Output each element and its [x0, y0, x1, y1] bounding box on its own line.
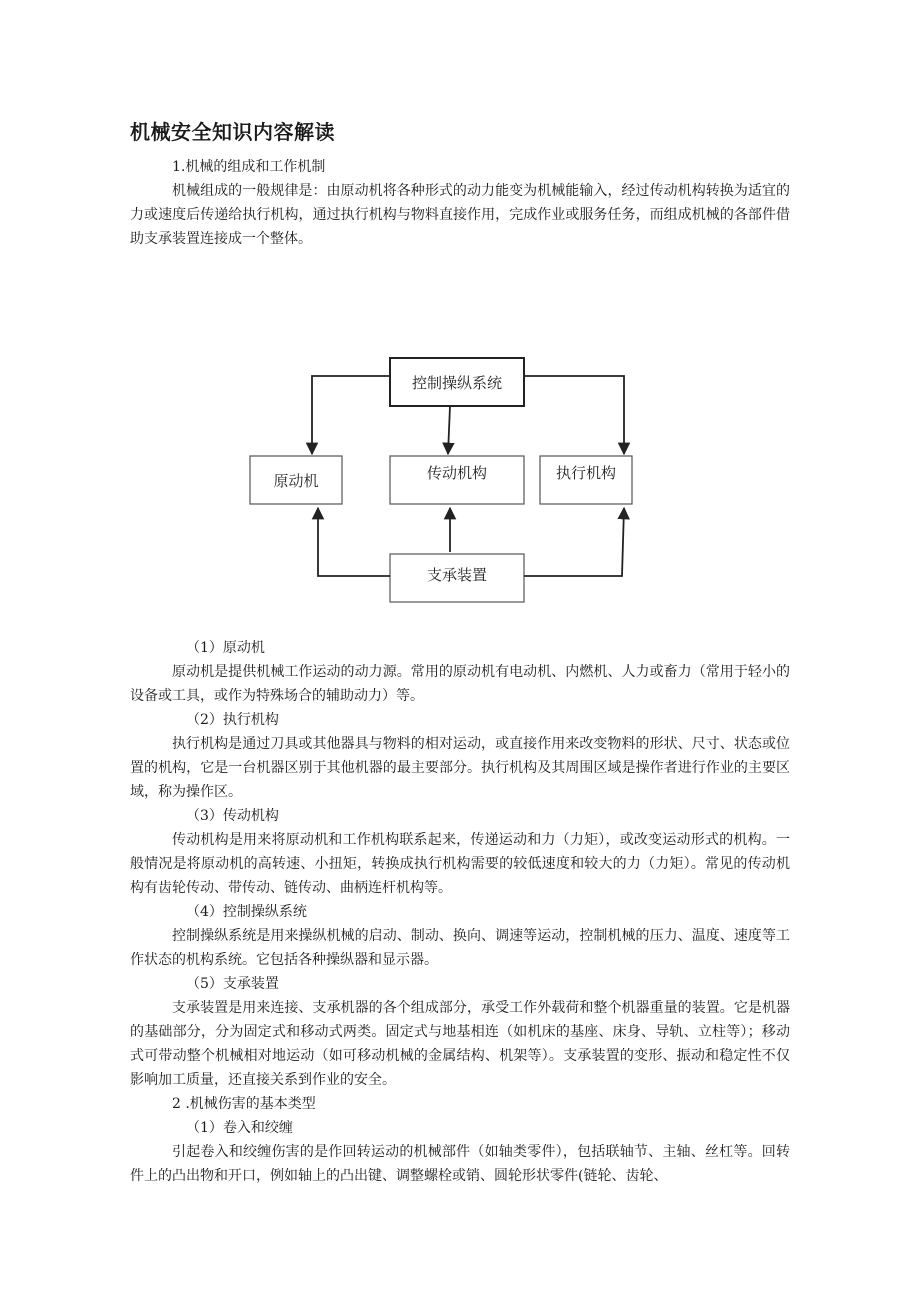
section-heading: （2）执行机构	[186, 712, 279, 728]
section-heading: 2 .机械伤害的基本类型	[172, 1096, 316, 1112]
paragraph: 原动机是提供机械工作运动的动力源。常用的原动机有电动机、内燃机、人力或畜力（常用于轻小的设备或工具，或作为特殊场合的辅助动力）等。	[130, 664, 790, 704]
page-title: 机械安全知识内容解读	[130, 120, 335, 144]
section-heading: （3）传动机构	[186, 808, 279, 824]
support-label: 支承装置	[426, 566, 488, 584]
section-heading: （1）原动机	[186, 640, 265, 656]
arrow-support-to-actuator	[524, 508, 624, 576]
arrow-control-to-prime-mover	[312, 376, 390, 454]
paragraph: 支承装置是用来连接、支承机器的各个组成部分，承受工作外载荷和整个机器重量的装置。它是机器的基础部分，分为固定式和移动式两类。固定式与地基相连（如机床的基座、床身、导轨、立柱等）；移动式可带动整个机械相对地运动（如可移动机械的金属结构、机架等）。支承装置的变形、振动和稳定性不仅影响加工质量，还直接关系到作业的安全。	[130, 1000, 790, 1088]
arrow-control-to-transmission	[448, 406, 450, 454]
paragraph: 机械组成的一般规律是：由原动机将各种形式的动力能变为机械能输入，经过传动机构转换为适宜的力或速度后传递给执行机构，通过执行机构与物料直接作用，完成作业或服务任务，而组成机械的各部件借助支承装置连接成一个整体。	[130, 183, 790, 247]
control-system-label: 控制操纵系统	[411, 374, 503, 392]
paragraph: 执行机构是通过刀具或其他器具与物料的相对运动，或直接作用来改变物料的形状、尺寸、状态或位置的机构，它是一台机器区别于其他机器的最主要部分。执行机构及其周围区域是操作者进行作业的主要区域，称为操作区。	[130, 736, 790, 800]
transmission-label: 传动机构	[426, 464, 488, 482]
intro-section	[130, 155, 790, 251]
actuator-label: 执行机构	[555, 464, 617, 482]
body-sections	[130, 636, 790, 1188]
prime-mover-label: 原动机	[273, 472, 319, 490]
arrow-control-to-actuator	[524, 376, 624, 454]
paragraph: 传动机构是用来将原动机和工作机构联系起来，传递运动和力（力矩），或改变运动形式的机构。一般情况是将原动机的高转速、小扭矩，转换成执行机构需要的较低速度和较大的力（力矩）。常见的传动机构有齿轮传动、带传动、链传动、曲柄连杆机构等。	[130, 832, 790, 896]
section-heading: （1）卷入和绞缠	[186, 1120, 293, 1136]
section-heading: （4）控制操纵系统	[186, 904, 307, 920]
section-heading: （5）支承装置	[186, 976, 279, 992]
paragraph: 引起卷入和绞缠伤害的是作回转运动的机械部件（如轴类零件），包括联轴节、主轴、丝杠等。回转件上的凸出物和开口，例如轴上的凸出键、调整螺栓或销、圆轮形状零件(链轮、齿轮、	[130, 1144, 790, 1184]
arrow-support-to-prime-mover	[318, 508, 390, 576]
paragraph: 控制操纵系统是用来操纵机械的启动、制动、换向、调速等运动，控制机械的压力、温度、速度等工作状态的机构系统。它包括各种操纵器和显示器。	[130, 928, 790, 968]
machine-composition-diagram	[240, 350, 640, 610]
section-heading: 1.机械的组成和工作机制	[172, 159, 326, 175]
